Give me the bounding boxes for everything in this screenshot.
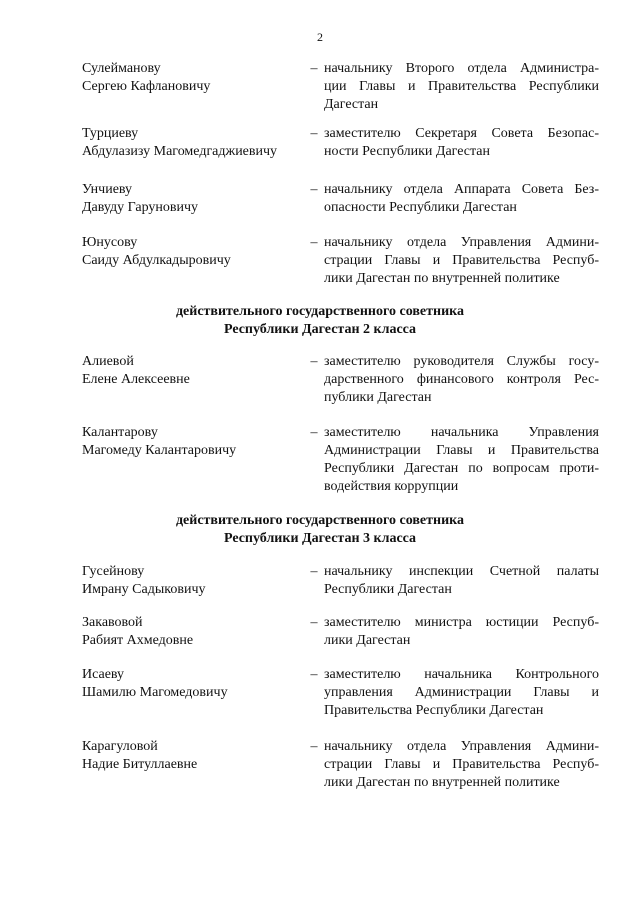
dash-separator: – <box>310 354 318 369</box>
person-name-line: Давуду Гаруновичу <box>82 200 199 215</box>
position-title-line: Дагестан <box>324 97 379 112</box>
position-title-line: начальнику инспекции Счетной палаты <box>324 564 599 579</box>
position-title-line: ности Республики Дагестан <box>324 144 490 159</box>
position-title <box>324 738 599 792</box>
person-name-line: Калантарову <box>82 425 158 440</box>
position-title-line: Республики Дагестан <box>324 582 452 597</box>
dash-separator: – <box>310 667 318 682</box>
person-name-line: Абдулазизу Магомедгаджиевичу <box>82 144 278 159</box>
page-number: 2 <box>317 30 323 44</box>
position-title-line: начальнику отдела Управления Админи- <box>324 739 599 754</box>
person-name-line: Карагуловой <box>82 739 158 754</box>
position-title-line: лики Дагестан по внутренней политике <box>324 271 560 286</box>
person-name-line: Надие Битуллаевне <box>82 757 198 772</box>
section-heading-line: действительного государственного советника <box>175 304 465 319</box>
position-title-line: Правительства Республики Дагестан <box>324 703 544 718</box>
person-name-line: Юнусову <box>82 235 138 250</box>
dash-separator: – <box>310 615 318 630</box>
position-title-line: страции Главы и Правительства Респуб- <box>324 757 599 772</box>
person-name-line: Магомеду Калантаровичу <box>82 443 237 458</box>
position-title <box>324 234 599 288</box>
person-name-line: Турциеву <box>82 126 139 141</box>
section-heading-line: Республики Дагестан 2 класса <box>223 322 417 337</box>
position-title-line: начальнику отдела Аппарата Совета Без- <box>324 182 599 197</box>
person-name-line: Исаеву <box>82 667 125 682</box>
position-title-line: лики Дагестан <box>324 633 411 648</box>
person-name-line: Елене Алексеевне <box>82 372 190 387</box>
section-heading <box>0 303 640 339</box>
person-name-line: Закавовой <box>82 615 143 630</box>
person-name-line: Гусейнову <box>82 564 145 579</box>
position-title-line: заместителю министра юстиции Респуб- <box>324 615 599 630</box>
position-title-line: заместителю Секретаря Совета Безопас- <box>324 126 599 141</box>
person-name-line: Шамилю Магомедовичу <box>82 685 228 700</box>
section-heading-line: действительного государственного советника <box>175 513 465 528</box>
position-title-line: начальнику отдела Управления Админи- <box>324 235 599 250</box>
person-name <box>82 353 297 389</box>
position-title-line: публики Дагестан <box>324 390 432 405</box>
person-name <box>82 181 297 217</box>
position-title-line: лики Дагестан по внутренней политике <box>324 775 560 790</box>
person-name-line: Сергею Кафлановичу <box>82 79 211 94</box>
person-name <box>82 563 297 599</box>
dash-separator: – <box>310 739 318 754</box>
position-title <box>324 563 599 599</box>
person-name-line: Рабият Ахмедовне <box>82 633 194 648</box>
position-title <box>324 125 599 161</box>
position-title-line: заместителю руководителя Службы госу- <box>324 354 599 369</box>
position-title-line: Администрации Главы и Правительства <box>324 443 599 458</box>
person-name <box>82 738 297 774</box>
dash-separator: – <box>310 61 318 76</box>
person-name-line: Сулейманову <box>82 61 161 76</box>
dash-separator: – <box>310 126 318 141</box>
person-name <box>82 424 297 460</box>
person-name <box>82 666 297 702</box>
position-title <box>324 424 599 496</box>
person-name <box>82 125 297 161</box>
position-title-line: заместителю начальника Контрольного <box>324 667 599 682</box>
position-title-line: водействия коррупции <box>324 479 459 494</box>
position-title <box>324 181 599 217</box>
position-title-line: опасности Республики Дагестан <box>324 200 517 215</box>
position-title-line: Республики Дагестан по вопросам проти- <box>324 461 599 476</box>
person-name <box>82 234 297 270</box>
person-name <box>82 614 297 650</box>
position-title-line: ции Главы и Правительства Республики <box>324 79 599 94</box>
position-title-line: начальнику Второго отдела Администра- <box>324 61 599 76</box>
position-title <box>324 60 599 114</box>
position-title <box>324 353 599 407</box>
person-name-line: Саиду Абдулкадыровичу <box>82 253 231 268</box>
position-title-line: заместителю начальника Управления <box>324 425 599 440</box>
position-title <box>324 614 599 650</box>
position-title <box>324 666 599 720</box>
position-title-line: дарственного финансового контроля Рес- <box>324 372 599 387</box>
section-heading <box>0 512 640 548</box>
dash-separator: – <box>310 425 318 440</box>
dash-separator: – <box>310 235 318 250</box>
person-name-line: Имрану Садыковичу <box>82 582 206 597</box>
dash-separator: – <box>310 182 318 197</box>
dash-separator: – <box>310 564 318 579</box>
person-name <box>82 60 297 96</box>
person-name-line: Унчиеву <box>82 182 133 197</box>
position-title-line: управления Администрации Главы и <box>324 685 599 700</box>
position-title-line: страции Главы и Правительства Респуб- <box>324 253 599 268</box>
person-name-line: Алиевой <box>82 354 134 369</box>
section-heading-line: Республики Дагестан 3 класса <box>223 531 417 546</box>
